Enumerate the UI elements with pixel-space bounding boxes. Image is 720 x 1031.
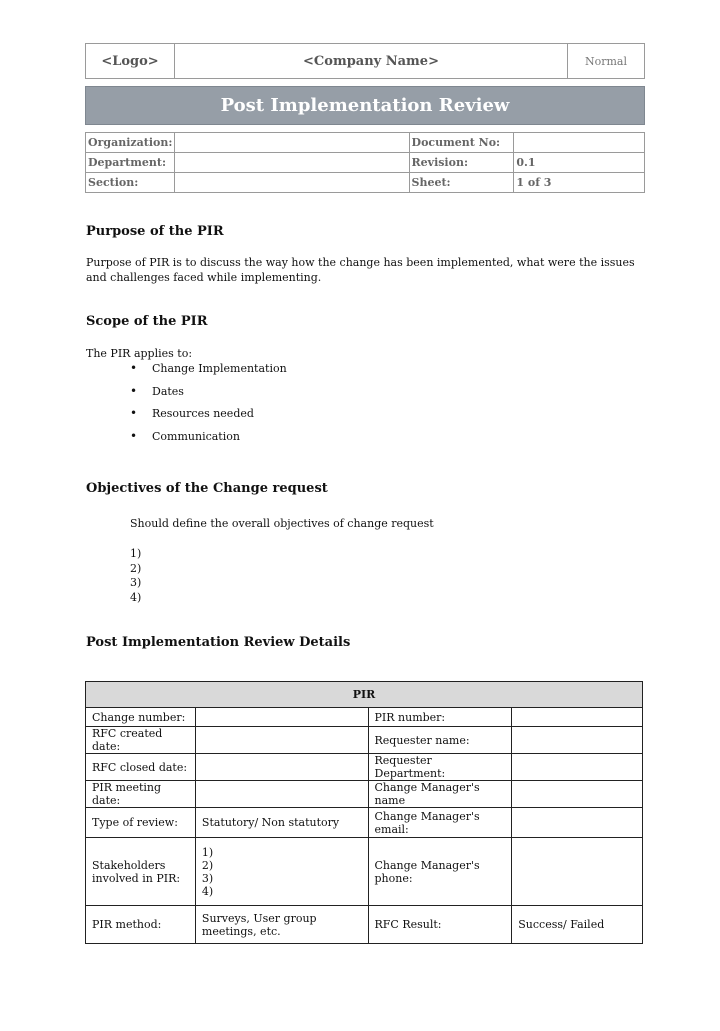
meta-value (175, 153, 409, 173)
field-value (512, 781, 643, 808)
pir-details-table (85, 681, 643, 944)
table-row (86, 808, 643, 838)
list-item: 4) (130, 590, 142, 604)
table-row (86, 708, 643, 727)
list-item: 2) (201, 858, 214, 872)
list-item: 2) (130, 561, 142, 575)
meta-label: Organization: (86, 133, 175, 153)
field-label: PIR number: (368, 708, 512, 727)
meta-row (86, 153, 645, 173)
meta-value: 1 of 3 (514, 173, 645, 193)
list-item: 3) (201, 871, 214, 885)
logo-placeholder: <Logo> (86, 44, 175, 78)
field-label: Type of review: (86, 808, 196, 838)
purpose-text: Purpose of PIR is to discuss the way how the change has been implemented, what were the issues and challenges faced while implementing. (86, 256, 635, 284)
field-label: PIR method: (86, 906, 196, 944)
field-label: Change Manager's email: (368, 808, 512, 838)
field-label: Change number: (86, 708, 196, 727)
objectives-heading: Objectives of the Change request (86, 481, 328, 496)
objectives-text: Should define the overall objectives of change request (130, 517, 434, 530)
field-label: Stakeholders involved in PIR: (86, 838, 196, 906)
document-title: Post Implementation Review (85, 86, 645, 125)
field-label: Change Manager's phone: (368, 838, 512, 906)
table-header-row (86, 682, 643, 708)
field-label: PIR meeting date: (86, 781, 196, 808)
table-row (86, 906, 643, 944)
document-meta-table (85, 132, 645, 193)
scope-list (130, 360, 287, 450)
meta-value: 0.1 (514, 153, 645, 173)
field-value (195, 727, 368, 754)
table-row (86, 781, 643, 808)
list-item: • Resources needed (130, 405, 287, 428)
meta-value (514, 133, 645, 153)
field-label: Requester name: (368, 727, 512, 754)
meta-row (86, 173, 645, 193)
meta-label: Section: (86, 173, 175, 193)
stakeholders-list (195, 838, 368, 906)
field-value: Surveys, User group meetings, etc. (195, 906, 368, 944)
field-label: RFC created date: (86, 727, 196, 754)
list-item: 3) (130, 576, 142, 589)
list-item: 1) (201, 845, 214, 859)
objectives-list (130, 547, 141, 605)
table-row (86, 727, 643, 754)
list-item: • Dates (130, 383, 287, 406)
field-value (512, 727, 643, 754)
list-item: • Change Implementation (130, 360, 287, 383)
field-label: Change Manager's name (368, 781, 512, 808)
field-value: Statutory/ Non statutory (195, 808, 368, 838)
company-name: <Company Name> (175, 44, 568, 78)
field-value (512, 838, 643, 906)
details-heading: Post Implementation Review Details (86, 635, 351, 650)
scope-intro: The PIR applies to: (86, 347, 193, 360)
field-value (512, 808, 643, 838)
field-value (512, 708, 643, 727)
list-item: 4) (201, 884, 214, 898)
list-item: 1) (130, 547, 142, 560)
meta-value (175, 173, 409, 193)
field-value: Success/ Failed (512, 906, 643, 944)
list-item: • Communication (130, 428, 287, 451)
meta-label: Department: (86, 153, 175, 173)
field-value (195, 754, 368, 781)
purpose-heading: Purpose of the PIR (86, 224, 224, 239)
table-row (86, 838, 643, 906)
field-label: RFC closed date: (86, 754, 196, 781)
field-value (195, 781, 368, 808)
meta-label: Sheet: (409, 173, 514, 193)
meta-value (175, 133, 409, 153)
field-label: RFC Result: (368, 906, 512, 944)
table-row (86, 754, 643, 781)
document-header (85, 43, 645, 79)
meta-row (86, 133, 645, 153)
field-label: Requester Department: (368, 754, 512, 781)
scope-heading: Scope of the PIR (86, 314, 208, 329)
table-header: PIR (86, 682, 643, 708)
status-label: Normal (584, 54, 627, 68)
meta-label: Document No: (409, 133, 514, 153)
field-value (195, 708, 368, 727)
meta-label: Revision: (409, 153, 514, 173)
field-value (512, 754, 643, 781)
